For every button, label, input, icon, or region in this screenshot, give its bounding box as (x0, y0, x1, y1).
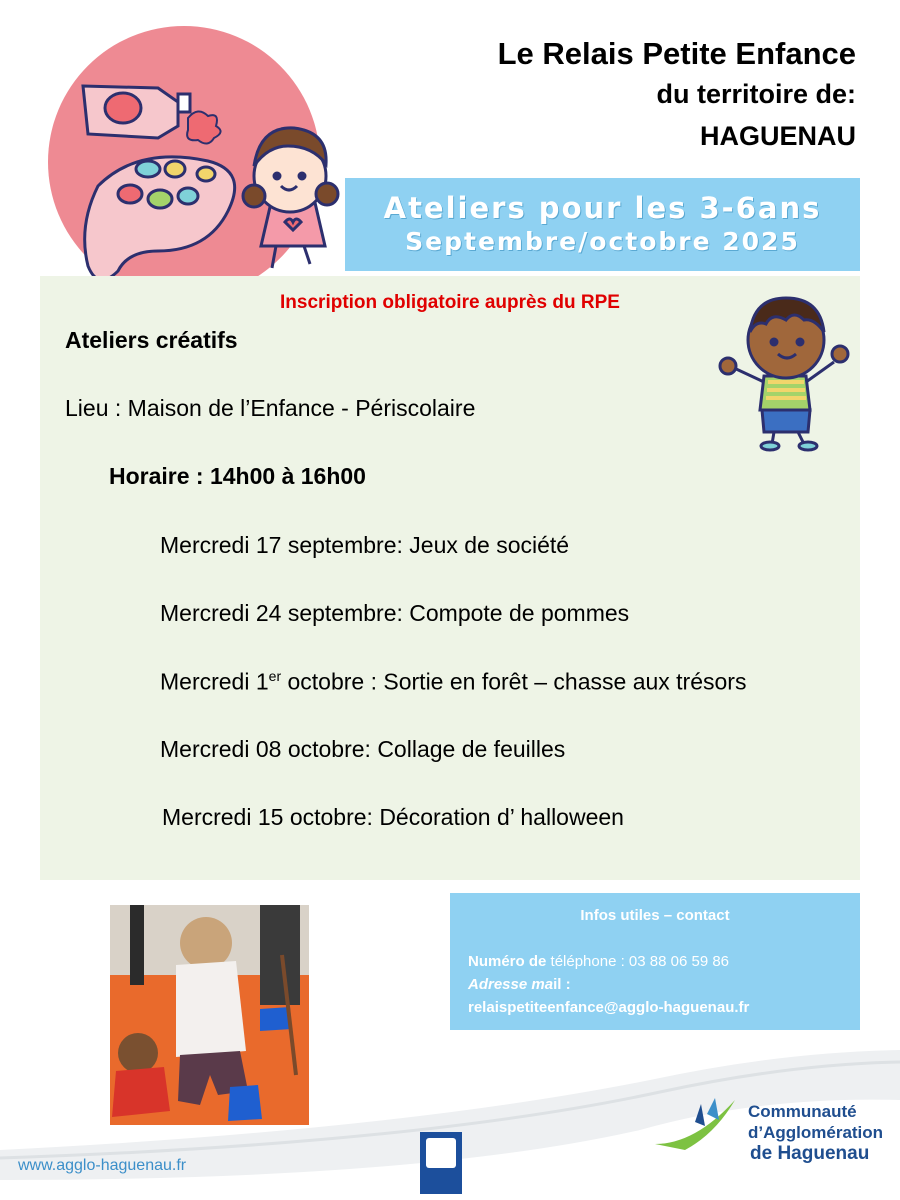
phone-number: téléphone : 03 88 06 59 86 (546, 953, 730, 970)
agglo-logo-text (748, 1101, 883, 1164)
paint-palette-icon (85, 157, 235, 280)
website-link[interactable]: www.agglo-haguenau.fr (18, 1157, 187, 1174)
agglo-line1: Communauté (748, 1102, 857, 1121)
banner-period-line: Septembre/octobre 2025 (405, 227, 800, 256)
location-text: Lieu : Maison de l’Enfance - Périscolaire (65, 395, 476, 421)
caf-emblem-icon (426, 1138, 456, 1168)
contact-title: Infos utiles – contact (580, 907, 730, 924)
session-item: Mercredi 17 septembre: Jeux de société (160, 532, 570, 558)
boy-figure-icon (710, 284, 860, 452)
email-label: Adresse ma (468, 976, 554, 993)
agglo-line3: de Haguenau (750, 1143, 870, 1164)
session-item: Mercredi 24 septembre: Compote de pommes (160, 600, 630, 626)
agglo-logo-icon (655, 1094, 747, 1154)
email-address[interactable]: relaispetiteenfance@agglo-haguenau.fr (468, 999, 750, 1016)
email-label-suffix: il : (553, 976, 571, 993)
registration-notice: Inscription obligatoire auprès du RPE (280, 292, 620, 313)
header-title-block (498, 36, 856, 156)
header-city: HAGUENAU (699, 121, 856, 151)
session-item: Mercredi 15 octobre: Décoration d’ halloween (162, 804, 624, 830)
ordinal-suffix: er (268, 668, 282, 684)
session-activity: octobre : Sortie en forêt – chasse aux trésors (281, 668, 747, 695)
section-title: Ateliers créatifs (65, 327, 238, 353)
session-item (160, 668, 746, 696)
workshop-banner (345, 178, 860, 271)
session-day: Mercredi 1 (160, 668, 269, 695)
girl-figure-icon (243, 128, 338, 268)
session-item: Mercredi 08 octobre: Collage de feuilles (160, 736, 566, 762)
header-subtitle: du territoire de: (656, 79, 856, 109)
phone-line (468, 953, 729, 970)
workshop-panel (40, 276, 860, 880)
caf-logo (420, 1132, 462, 1194)
schedule-hours: Horaire : 14h00 à 16h00 (109, 463, 366, 489)
paint-tube-icon (83, 86, 190, 138)
paint-girl-illustration (48, 26, 368, 298)
email-label-line (468, 976, 571, 993)
phone-label: Numéro de (468, 953, 547, 970)
contact-info-box (450, 893, 860, 1030)
header-title: Le Relais Petite Enfance (497, 36, 856, 71)
agglo-line2: d’Agglomération (748, 1123, 884, 1142)
paint-splash-icon (187, 111, 220, 143)
banner-age-line: Ateliers pour les 3-6ans (383, 191, 822, 225)
